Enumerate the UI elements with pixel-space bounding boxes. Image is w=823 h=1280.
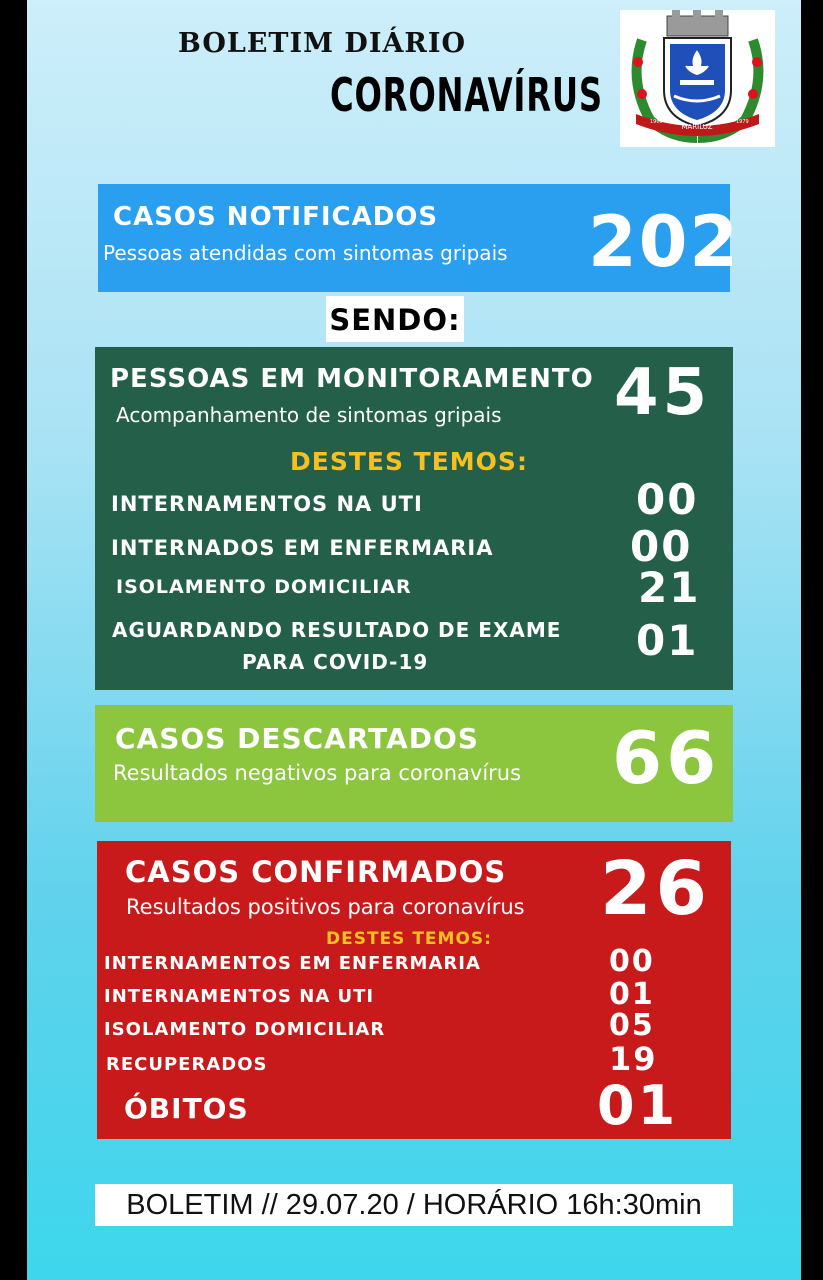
monitoramento-label: PESSOAS EM MONITORAMENTO: [110, 364, 594, 394]
monitoramento-sub: Acompanhamento de sintomas gripais: [116, 403, 502, 427]
svg-text:1979: 1979: [736, 119, 749, 125]
conf-row-value: 19: [609, 1040, 658, 1078]
mon-row-label-cont: PARA COVID-19: [242, 650, 429, 674]
conf-row-value: 00: [609, 944, 655, 979]
descartados-value: 66: [612, 716, 721, 800]
conf-row-label: INTERNAMENTOS EM ENFERMARIA: [104, 953, 481, 974]
conf-row-label: RECUPERADOS: [106, 1054, 268, 1075]
notificados-value: 202: [588, 201, 741, 283]
mon-row-label: INTERNAMENTOS NA UTI: [111, 492, 423, 516]
mon-row-label: AGUARDANDO RESULTADO DE EXAME: [112, 618, 562, 642]
mon-row-value: 00: [630, 522, 693, 571]
descartados-label: CASOS DESCARTADOS: [115, 722, 479, 755]
svg-text:1960: 1960: [650, 119, 663, 125]
monitoramento-value: 45: [614, 356, 712, 430]
crest-ribbon-text: MARILUZ: [681, 123, 713, 131]
confirmados-sub: Resultados positivos para coronavírus: [126, 895, 525, 919]
conf-row-label: INTERNAMENTOS NA UTI: [104, 986, 375, 1007]
mariluz-crest-logo: [620, 10, 775, 147]
title-big: CORONAVÍRUS: [330, 68, 603, 122]
mon-row-value: 00: [636, 475, 699, 524]
crest-icon: [620, 10, 775, 147]
mon-row-label: INTERNADOS EM ENFERMARIA: [111, 536, 494, 560]
conf-row-value: 01: [609, 977, 655, 1012]
title-small: BOLETIM DIÁRIO: [178, 28, 466, 59]
confirmados-value: 26: [600, 846, 711, 932]
mon-row-value: 01: [636, 616, 699, 665]
footer-timestamp: BOLETIM // 29.07.20 / HORÁRIO 16h:30min: [95, 1184, 733, 1226]
descartados-sub: Resultados negativos para coronavírus: [113, 761, 522, 785]
conf-row-value: 05: [609, 1008, 655, 1043]
confirmados-label: CASOS CONFIRMADOS: [125, 855, 507, 889]
sendo-label: SENDO:: [326, 296, 464, 342]
conf-row-label: ISOLAMENTO DOMICILIAR: [104, 1019, 386, 1040]
obitos-value: 01: [597, 1074, 679, 1137]
obitos-label: ÓBITOS: [124, 1092, 249, 1125]
notificados-label: CASOS NOTIFICADOS: [113, 202, 439, 232]
notificados-sub: Pessoas atendidas com sintomas gripais: [103, 241, 508, 265]
confirmados-destes: DESTES TEMOS:: [326, 929, 492, 949]
monitoramento-destes: DESTES TEMOS:: [290, 447, 528, 476]
mon-row-value: 21: [638, 563, 701, 612]
mon-row-label: ISOLAMENTO DOMICILIAR: [116, 576, 412, 598]
